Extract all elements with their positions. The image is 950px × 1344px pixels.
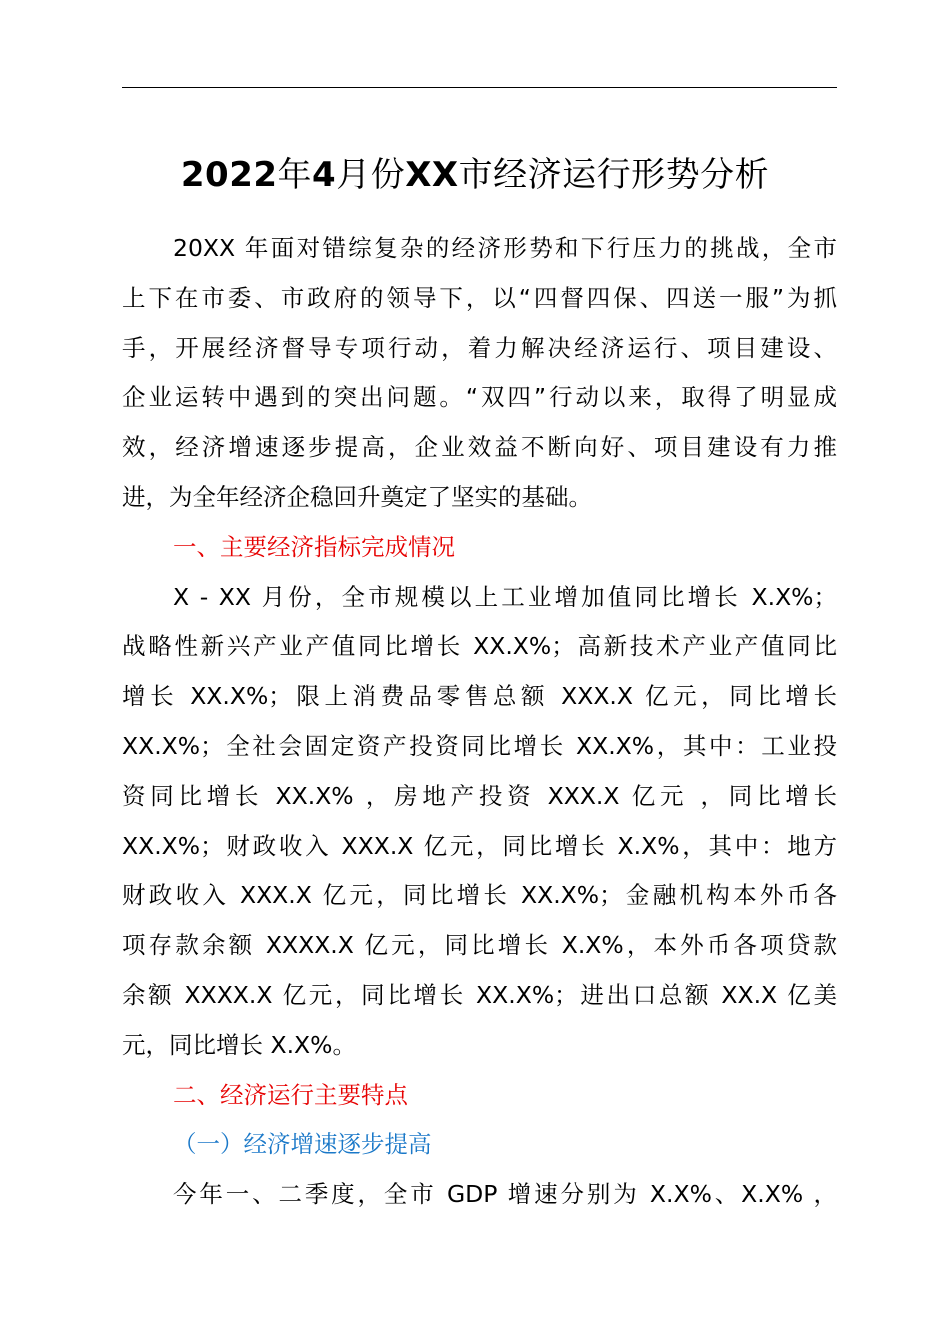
title-part-yuefen: 月份 [336,155,406,195]
title-part-nian: 年 [277,155,313,195]
section1-line: 增长 XX.X%；限上消费品零售总额 XXX.X 亿元，同比增长 [122,682,837,711]
subsection1-line: 今年一、二季度，全市 GDP 增速分别为 X.X%、X.X% ， [173,1180,837,1209]
section1-line: X - XX 月份，全市规模以上工业增加值同比增长 X.X%； [173,582,837,611]
section1-line: 资同比增长 XX.X% ，房地产投资 XXX.X 亿元 ，同比增长 [122,781,837,810]
intro-line: 手，开展经济督导专项行动，着力解决经济运行、项目建设、 [122,333,837,362]
section1-paragraph [122,573,837,1071]
section1-line: XX.X%；全社会固定资产投资同比增长 XX.X%，其中：工业投 [122,731,837,760]
intro-line: 20XX 年面对错综复杂的经济形势和下行压力的挑战，全市 [173,234,837,262]
title-part-rest: 市经济运行形势分析 [458,155,770,195]
title-part-city: XX [405,155,459,195]
subsection-heading-1: （一）经济增速逐步提高 [173,1130,432,1159]
intro-line: 上下在市委、市政府的领导下，以“四督四保、四送一服”为抓 [122,283,837,312]
section1-line: XX.X%；财政收入 XXX.X 亿元，同比增长 X.X%，其中：地方 [122,831,837,860]
section1-line: 项存款余额 XXXX.X 亿元，同比增长 X.X%，本外币各项贷款 [122,931,837,960]
section1-line: 元，同比增长 X.X%。 [122,1030,356,1059]
section-heading-1: 一、主要经济指标完成情况 [173,532,455,561]
section1-line: 财政收入 XXX.X 亿元，同比增长 XX.X%；金融机构本外币各 [122,881,837,910]
intro-line: 进，为全年经济企稳回升奠定了坚实的基础。 [122,482,592,511]
intro-paragraph [122,224,837,523]
title-part-year: 2022 [180,155,278,195]
section-heading-2: 二、经济运行主要特点 [173,1080,408,1109]
subsection1-paragraph [122,1170,837,1220]
header-rule [122,87,837,88]
document-body [122,224,837,1220]
section1-line: 余额 XXXX.X 亿元，同比增长 XX.X%；进出口总额 XX.X 亿美 [122,980,837,1009]
intro-line: 企业运转中遇到的突出问题。“双四”行动以来，取得了明显成 [122,383,837,412]
document-title [0,148,950,202]
section1-line: 战略性新兴产业产值同比增长 XX.X%；高新技术产业产值同比 [122,632,837,661]
intro-line: 效，经济增速逐步提高，企业效益不断向好、项目建设有力推 [122,433,837,462]
title-part-month: 4 [312,155,337,195]
